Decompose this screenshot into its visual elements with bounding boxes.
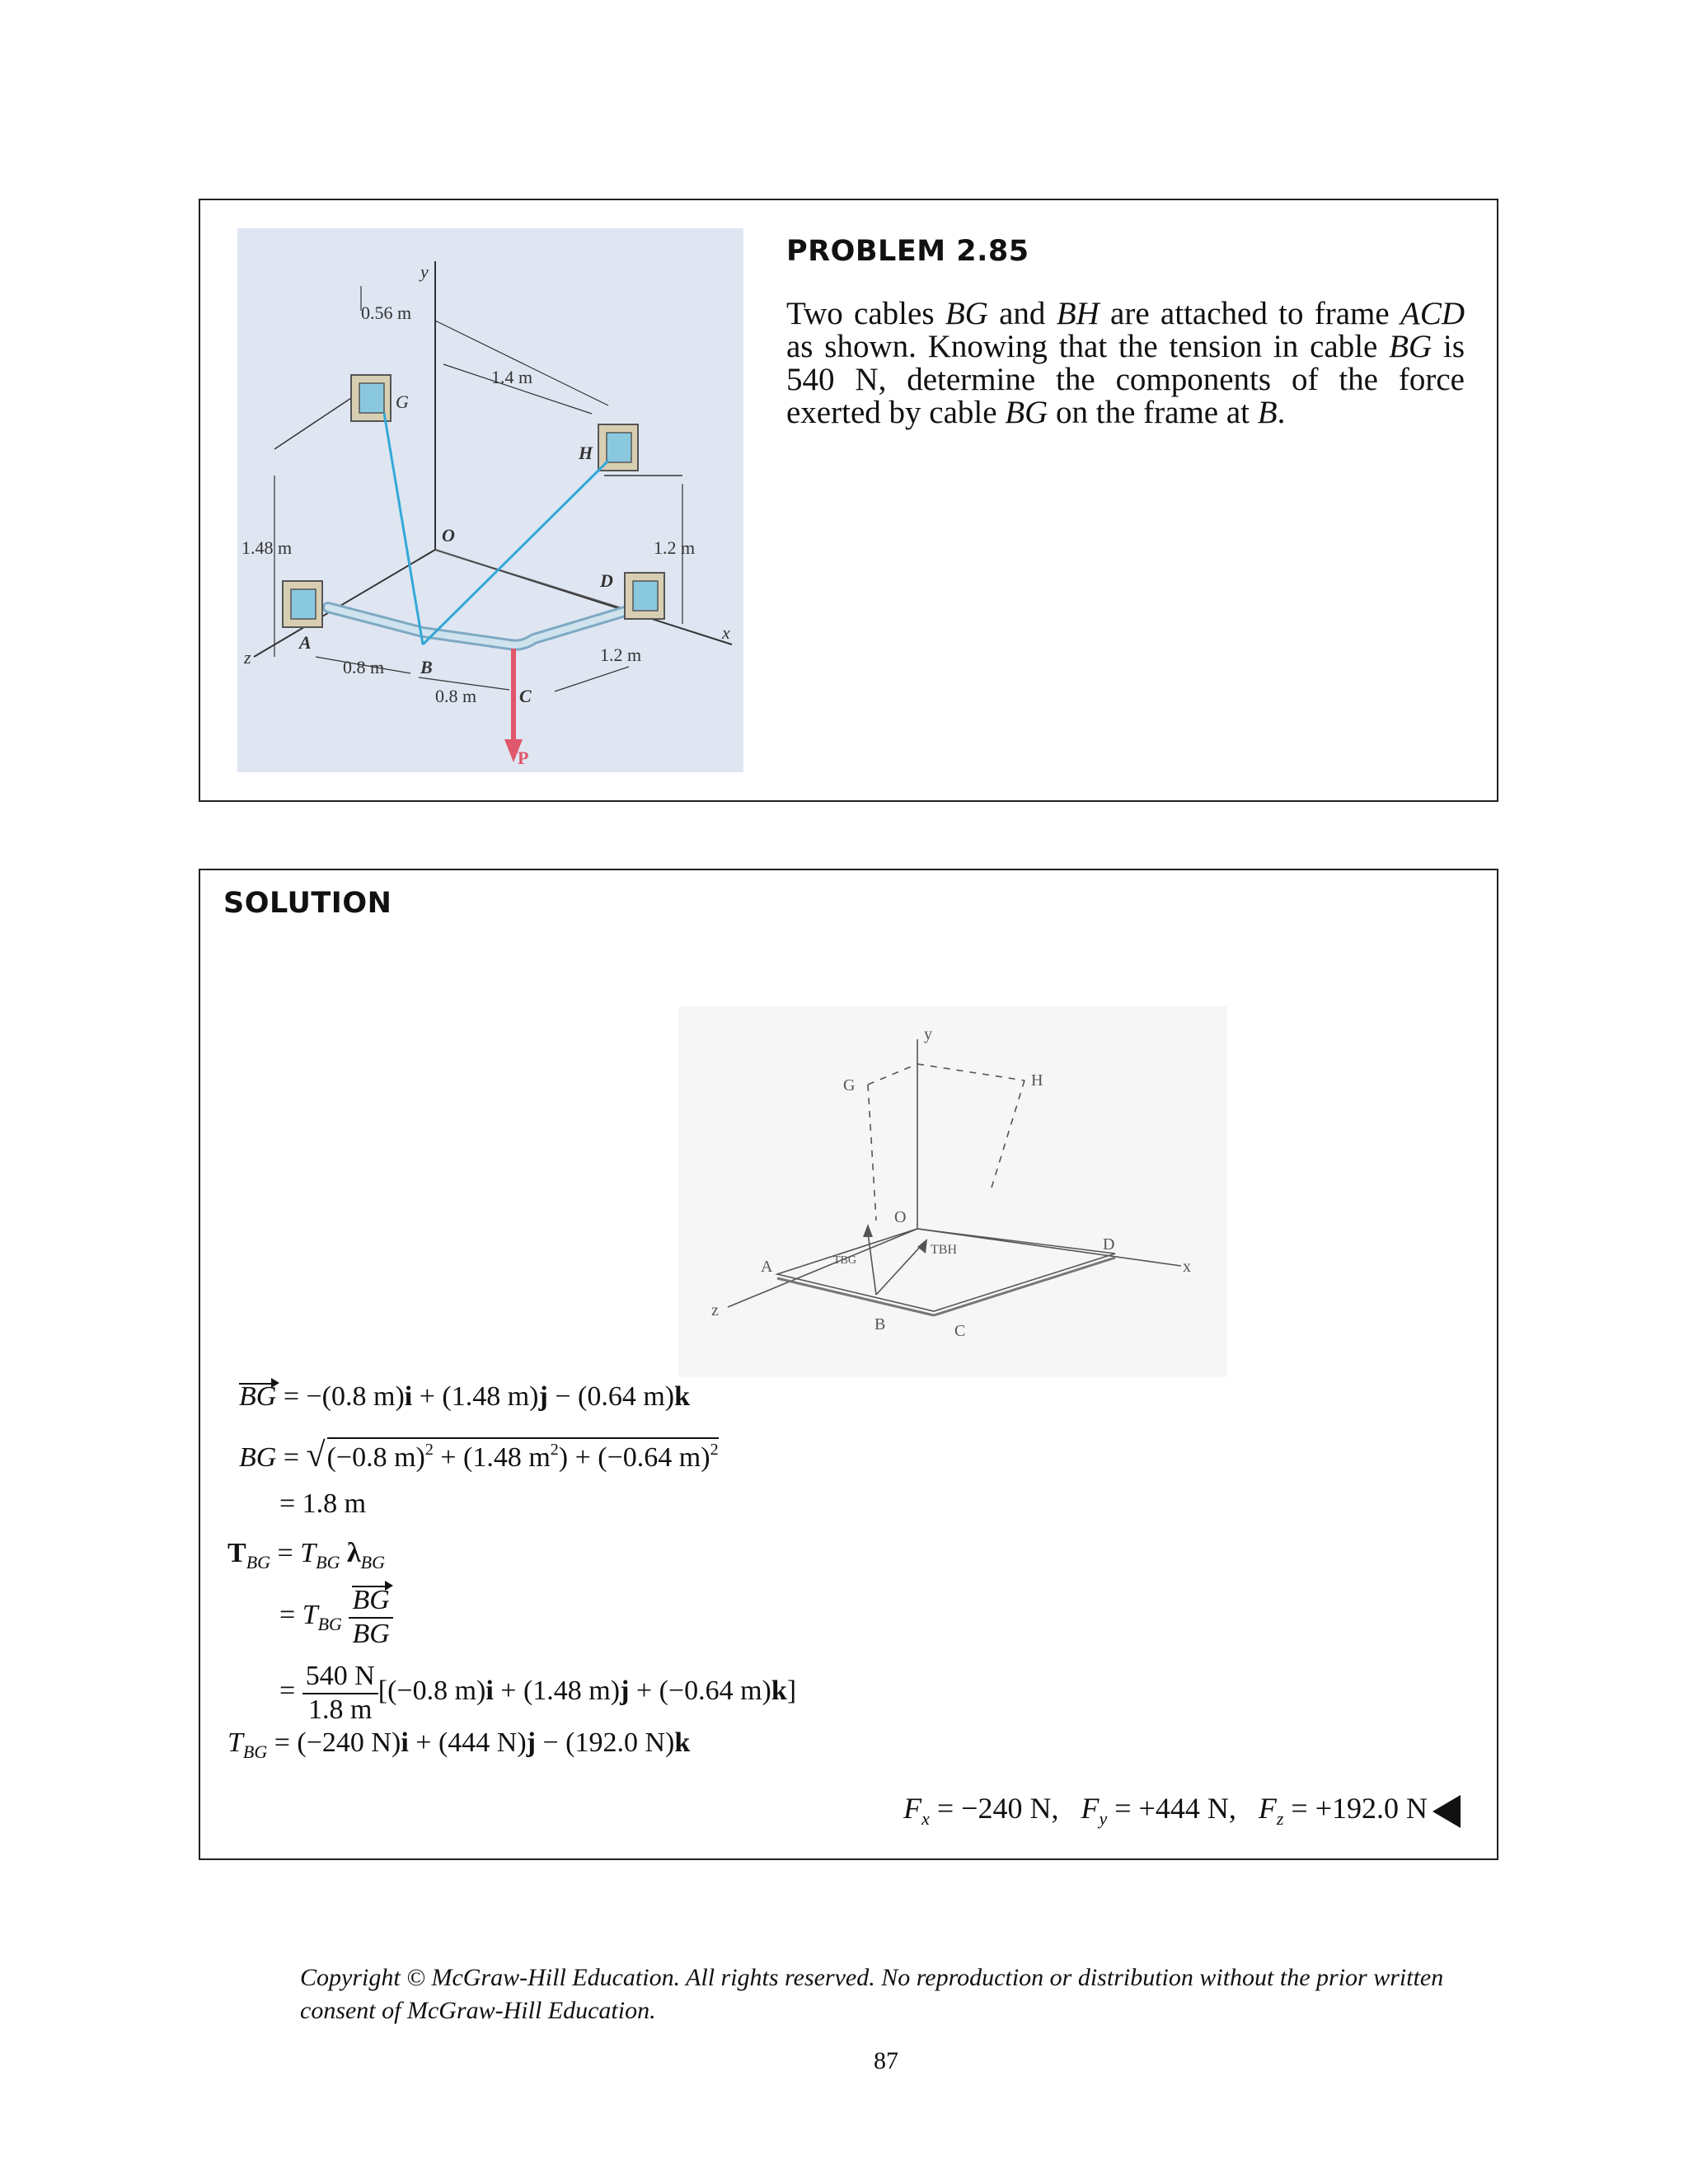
fig-label-o: O [442, 525, 455, 546]
solution-sketch [678, 1006, 1227, 1377]
fig-label-148: 1.48 m [241, 537, 293, 558]
fig-label-g: G [396, 391, 409, 412]
fig-label-08a: 0.8 m [343, 657, 385, 677]
problem-figure [237, 228, 743, 772]
eq-tension-ratio: = $T_{BG}$ $\frac{BG}{BG}$ [279, 1584, 393, 1650]
support-a [283, 581, 322, 627]
fig-label-14: 1.4 m [491, 367, 533, 387]
eq-magnitude-result: = 1.8 m [279, 1488, 367, 1519]
fig-label-c: C [519, 686, 532, 706]
fig-label-z: z [244, 647, 251, 668]
fig-label-d: D [600, 570, 613, 591]
eq-tension-substitution: = $\frac{540 N}{1.8 m}$ [(−0.8 m)i + (1.48 m)j + (−0.64 m)k] [279, 1661, 797, 1725]
answer-marker-icon [1432, 1795, 1461, 1828]
sketch-label-h: H [1031, 1071, 1043, 1090]
fig-label-y: y [420, 261, 429, 282]
eq-magnitude-bg: BG = √(−0.8 m)$^2$ + (1.48 $m^2) + (-0.64$ m)$^2$ [239, 1436, 719, 1474]
sketch-label-tbg: TBG [833, 1254, 856, 1267]
fig-label-12a: 1.2 m [654, 537, 696, 558]
fig-label-056: 0.56 m [361, 302, 412, 323]
support-d [625, 573, 664, 619]
sketch-label-z: z [711, 1301, 719, 1319]
sketch-label-d: D [1103, 1235, 1115, 1254]
fig-label-x: x [722, 622, 730, 643]
eq-tension-result: $T_{BG} = (-240$ N)i + (444 N)j − (192.0 N)k [227, 1727, 691, 1762]
fig-label-a: A [299, 632, 312, 653]
sketch-label-g: G [843, 1076, 856, 1094]
sketch-label-tbh: TBH [931, 1243, 957, 1257]
fig-label-h: H [579, 443, 593, 463]
final-answer: $F_x = -240$ N, $F_y = +444$ N, $F_z = +192.0$ N [903, 1791, 1461, 1830]
fig-label-12b: 1.2 m [600, 644, 642, 665]
sketch-label-y: y [924, 1025, 932, 1043]
sketch-label-a: A [761, 1258, 773, 1276]
problem-statement: Two cables BG and BH are attached to frame ACD as shown. Knowing that the tension in cable BG is 540 N, determine the components of the force exerted by cable BG on the frame at B. [786, 296, 1465, 430]
sketch-label-o: O [894, 1208, 907, 1226]
sketch-label-c: C [954, 1322, 966, 1340]
problem-title: PROBLEM 2.85 [786, 235, 1029, 268]
sketch-label-x: x [1183, 1258, 1191, 1276]
fig-label-08b: 0.8 m [435, 686, 477, 706]
eq-vector-bg: BG = −(0.8 m)i + (1.48 m)j − (0.64 m)k [239, 1381, 691, 1412]
fig-label-b: B [420, 657, 433, 677]
solution-box [199, 869, 1498, 1860]
page-number: 87 [874, 2047, 898, 2074]
sketch-label-b: B [874, 1315, 886, 1333]
copyright-notice: Copyright © McGraw-Hill Education. All rights reserved. No reproduction or distribution without the prior written consent of McGraw-Hill Education. [300, 1964, 1444, 2024]
fig-label-p: P [518, 748, 529, 768]
eq-tension-lambda: $T_{BG} = T_{BG}$ $\lambda_{BG}$ [227, 1538, 385, 1572]
problem-box [199, 199, 1498, 802]
solution-title: SOLUTION [223, 887, 392, 920]
